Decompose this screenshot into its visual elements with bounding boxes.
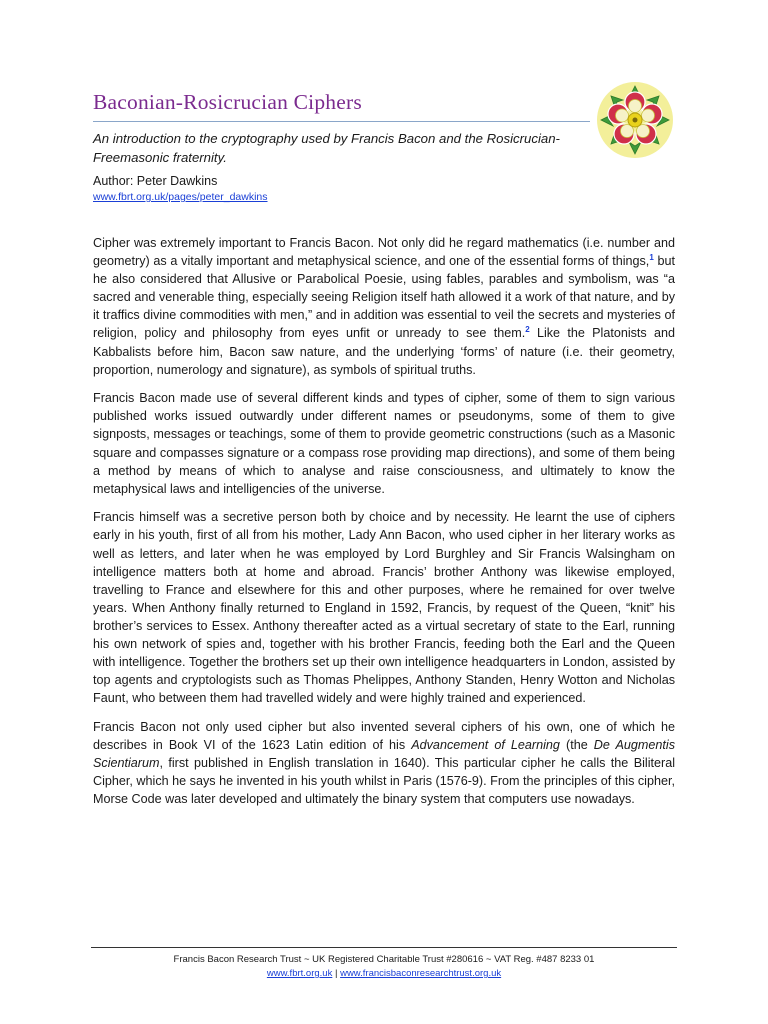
paragraph-1: Cipher was extremely important to Francis Bacon. Not only did he regard mathematics (i.e. number and geometry) as a vitally important and metaphysical science, and one of the essential forms of things,$^1$ but he also considered that Allusive or Parabolical Poesie, using fables, parables and symbolism, was “a sacred and venerable thing, especially seeing Religion itself hath allowed it a work of that nature, and by it traffics divine commodities with men,” and in addition was essential to veil the secrets and mysteries of religion, policy and philosophy from eyes unfit or unready to see them.$^2$ Like the Platonists and Kabbalists before him, Bacon saw nature, and the underlying ‘forms’ of nature (i.e. their geometry, proportion, numerology and signature), as symbols of spiritual truths. [93,236,676,377]
body-text [93,234,675,819]
title-divider [93,121,590,122]
footer-link-research-trust[interactable]: www.francisbaconresearchtrust.org.uk [340,968,502,979]
footer-link-fbrt[interactable]: www.fbrt.org.uk [266,968,333,979]
paragraph-2: Francis Bacon made use of several different kinds and types of cipher, some of them to sign various published works issued outwardly under different names or pseudonyms, some of them to give signposts, messages or teachings, some of them to provide geometric constructions (such as a Masonic square and compasses signature or a compass rose providing map directions), and some of them being a method by means of which to analyse and raise consciousness, and ultimately to know the metaphysical laws and intelligencies of the universe. [93,391,675,496]
author-line: Author: Peter Dawkins [93,174,218,188]
document-subtitle: An introduction to the cryptography used by Francis Bacon and the Rosicrucian-Freemasonic fraternity. [93,131,560,165]
footer-trust-info: Francis Bacon Research Trust ~ UK Registered Charitable Trust #280616 ~ VAT Reg. #487 8233 01 [173,954,595,965]
page-title: Baconian-Rosicrucian Ciphers [93,90,362,114]
paragraph-4: Francis Bacon not only used cipher but also invented several ciphers of his own, one of which he describes in Book VI of the 1623 Latin edition of his Advancement of Learning (the De Augmentis Scientiarum, first published in English translation in 1640). This particular cipher he calls the Biliteral Cipher, which he says he invented in his youth whilst in Paris (1576-9). From the principles of this cipher, Morse Code was later developed and ultimately the binary system that computers use nowadays. [93,719,675,807]
footnote-2-link[interactable]: 2 [525,325,530,335]
rose-emblem-icon [595,80,675,160]
author-link[interactable]: www.fbrt.org.uk/pages/peter_dawkins [93,191,268,203]
footer-divider [91,947,677,948]
footer-links: www.fbrt.org.uk | www.francisbaconresearchtrust.org.uk [266,968,502,979]
footnote-1-link[interactable]: 1 [649,252,654,262]
paragraph-3: Francis himself was a secretive person both by choice and by necessity. He learnt the use of ciphers early in his youth, first of all from his mother, Lady Ann Bacon, who used cipher in her literary works as well as letters, and later when he was employed by Lord Burghley and Sir Francis Walsingham on intelligence matters both at home and abroad. Francis’ brother Anthony was likewise employed, travelling to France and elsewhere for this and other purposes, where he remained for over twelve years. When Anthony finally returned to England in 1592, Francis, by request of the Queen, “knit” his brother’s services to Essex. Anthony thereafter acted as a virtual secretary of state to the Earl, running his own network of spies and, together with his brother Francis, feeding both the Earl and the Queen with intelligence. Together the brothers set up their own intelligence headquarters in London, assisted by top agents and cryptologists such as Thomas Phelippes, Anthony Standen, Henry Wotton and Nicholas Faunt, who between them had travelled widely and were highly trained and experienced. [93,510,675,706]
